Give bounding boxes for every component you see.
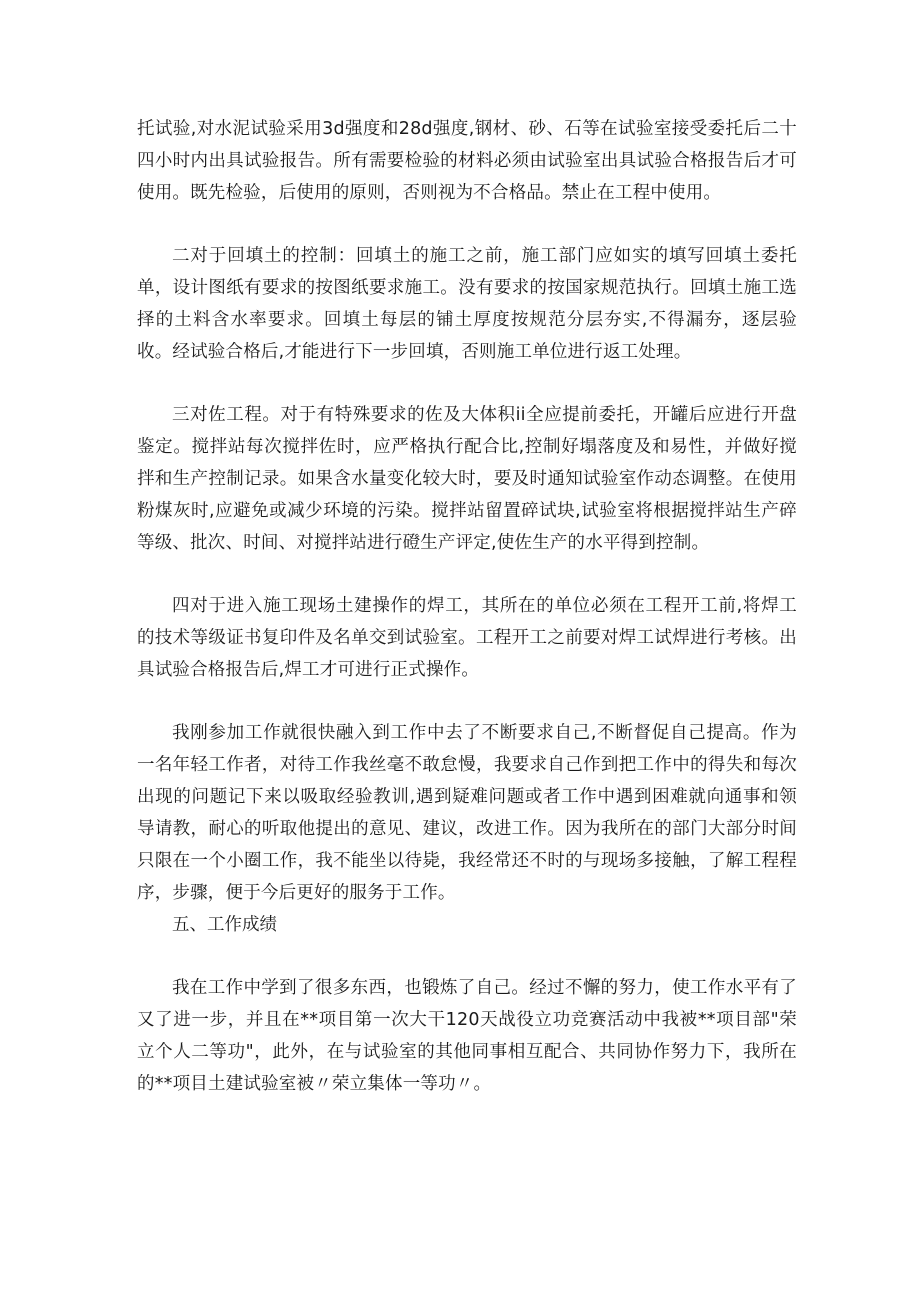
paragraph-1: 托试验,对水泥试验采用3d强度和28d强度,钢材、砂、石等在试验室接受委托后二十四小时内出具试验报告。所有需要检验的材料必须由试验室出具试验合格报告后才可使用。既先检验，后使用的原则，否则视为不合格品。禁止在工程中使用。 [137, 119, 797, 203]
paragraph-2: 二对于回填土的控制：回填土的施工之前，施工部门应如实的填写回填土委托单，设计图纸有要求的按图纸要求施工。没有要求的按国家规范执行。回填土施工选择的土料含水率要求。回填土每层的铺土厚度按规范分层夯实,不得漏夯，逐层验收。经试验合格后,才能进行下一步回填，否则施工单位进行返工处理。 [137, 246, 797, 362]
paragraph-closing: 我在工作中学到了很多东西，也锻炼了自己。经过不懈的努力，使工作水平有了又了进一步，并且在**项目第一次大干120天战役立功竞赛活动中我被**项目部"荣立个人二等功"，此外，在与试验室的其他同事相互配合、共同协作努力下，我所在的**项目土建试验室被〃荣立集体一等功〃。 [137, 978, 797, 1094]
section-heading: 五、工作成绩 [172, 915, 277, 935]
paragraph-4: 四对于进入施工现场土建操作的焊工，其所在的单位必须在工程开工前,将焊工的技术等级证书复印件及名单交到试验室。工程开工之前要对焊工试焊进行考核。出具试验合格报告后,焊工才可进行正式操作。 [137, 596, 797, 680]
paragraph-5: 我刚参加工作就很快融入到工作中去了不断要求自己,不断督促自己提高。作为一名年轻工作者，对待工作我丝毫不敢怠慢，我要求自己作到把工作中的得失和每次出现的问题记下来以吸取经验教训,遇到疑难问题或者工作中遇到困难就向通事和领导请教，耐心的听取他提出的意见、建议，改进工作。因为我所在的部门大部分时间只限在一个小圈工作，我不能坐以待毙，我经常还不时的与现场多接触，了解工程程序，步骤，便于今后更好的服务于工作。 [137, 723, 797, 903]
paragraph-3: 三对佐工程。对于有特殊要求的佐及大体积ii全应提前委托，开罐后应进行开盘鉴定。搅拌站每次搅拌佐时，应严格执行配合比,控制好塌落度及和易性，并做好搅拌和生产控制记录。如果含水量变化较大时，要及时通知试验室作动态调整。在使用粉煤灰时,应避免或减少环境的污染。搅拌站留置碎试块,试验室将根据搅拌站生产碎等级、批次、时间、对搅拌站进行磴生产评定,使佐生产的水平得到控制。 [137, 405, 797, 553]
document-page [137, 113, 797, 1100]
